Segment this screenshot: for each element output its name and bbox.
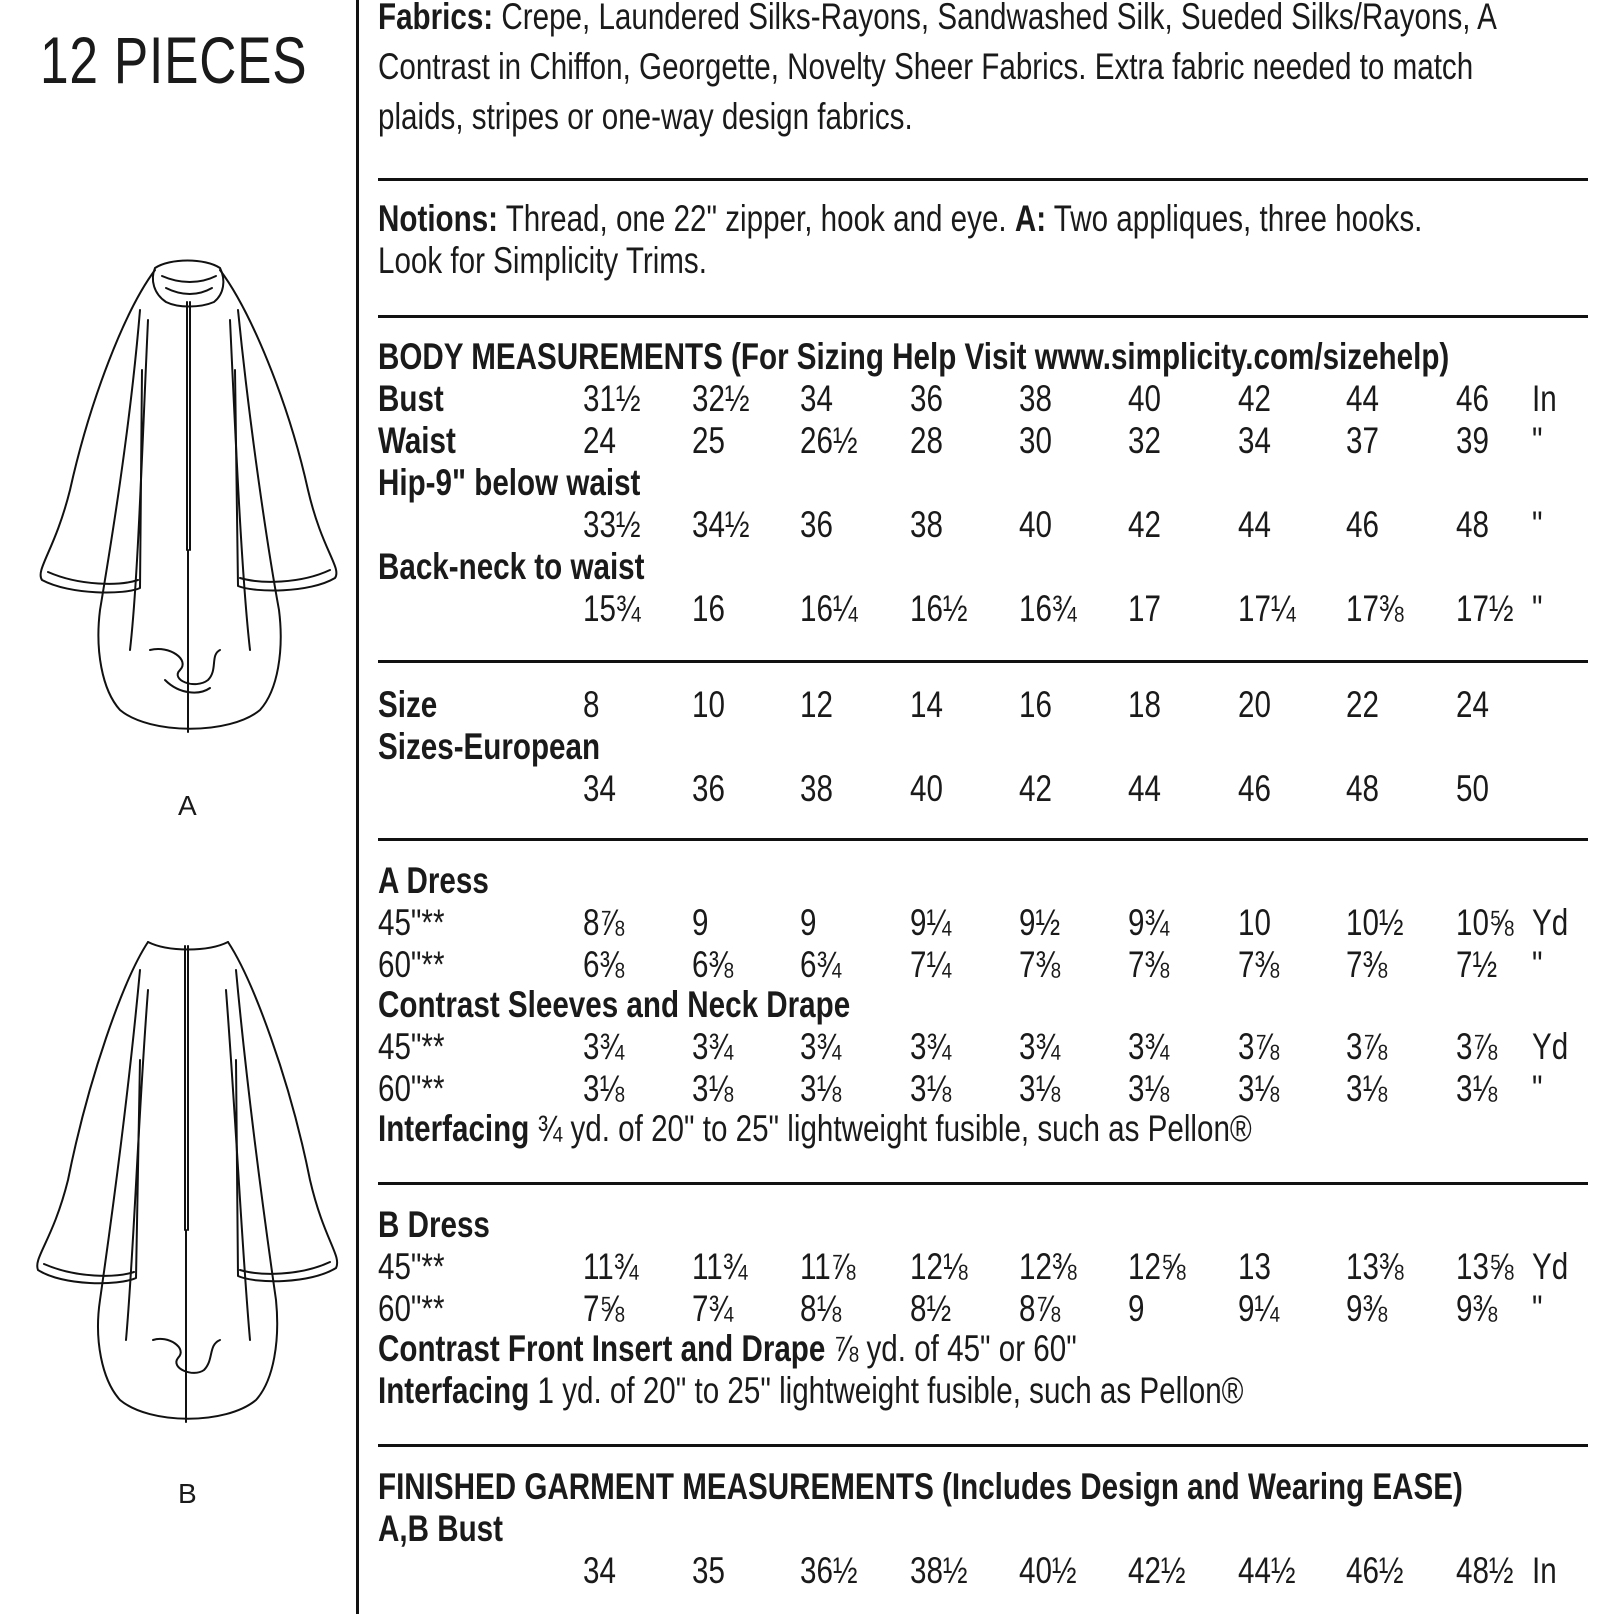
row-label: 60"**	[378, 1288, 445, 1329]
value-cell: 3⅛	[800, 1068, 842, 1109]
value-cell: 3⅛	[1238, 1068, 1280, 1109]
row-label: Size	[378, 684, 438, 725]
divider-rule	[378, 1182, 1588, 1185]
value-cell: 6⅜	[583, 944, 625, 985]
value-cell: 3⅛	[583, 1068, 625, 1109]
a-dress-header: A Dress	[378, 860, 489, 901]
value-cell: 3⅞	[1238, 1026, 1280, 1067]
pieces-count-title: 12 PIECES	[40, 23, 308, 97]
row-label: Sizes-European	[378, 726, 601, 767]
row-label: Waist	[378, 420, 456, 461]
value-cell: 15¾	[583, 588, 641, 629]
value-cell: 22	[1346, 684, 1379, 725]
measurement-row	[378, 1246, 1588, 1288]
value-cell: 3¾	[910, 1026, 952, 1067]
value-cell: 34	[800, 378, 833, 419]
value-cell: 46	[1456, 378, 1489, 419]
value-cell: 46	[1238, 768, 1271, 809]
row-label: Back-neck to waist	[378, 546, 645, 587]
row-label: Hip-9" below waist	[378, 462, 641, 503]
value-cell: 44	[1346, 378, 1379, 419]
value-cell: 36½	[800, 1550, 858, 1591]
value-cell: 42	[1128, 504, 1161, 545]
value-cell: 46	[1346, 504, 1379, 545]
a-interfacing-label: Interfacing	[378, 1108, 530, 1149]
fabrics-label: Fabrics:	[378, 0, 494, 37]
value-cell: 10	[692, 684, 725, 725]
value-cell: 24	[1456, 684, 1489, 725]
value-cell: 8	[583, 684, 600, 725]
fabrics-line-3: plaids, stripes or one-way design fabrics.	[378, 96, 913, 137]
value-cell: 38½	[910, 1550, 968, 1591]
value-cell: 7⅜	[1128, 944, 1170, 985]
value-cell: 9¾	[1128, 902, 1170, 943]
value-cell: 3¾	[800, 1026, 842, 1067]
value-cell: 38	[800, 768, 833, 809]
measurement-row	[378, 902, 1588, 944]
value-cell: 3⅞	[1456, 1026, 1498, 1067]
value-cell: 9¼	[910, 902, 952, 943]
divider-rule	[378, 178, 1588, 181]
value-cell: 39	[1456, 420, 1489, 461]
value-cell: 8⅛	[800, 1288, 842, 1329]
measurement-row	[378, 378, 1588, 420]
value-cell: 3⅛	[1019, 1068, 1061, 1109]
value-cell: 3¾	[1128, 1026, 1170, 1067]
unit-label: "	[1532, 1068, 1543, 1109]
notions-text: Thread, one 22" zipper, hook and eye.	[505, 198, 1007, 239]
value-cell: 8⅞	[583, 902, 625, 943]
divider-rule	[378, 660, 1588, 663]
value-cell: 12⅝	[1128, 1246, 1186, 1287]
value-cell: 42	[1238, 378, 1271, 419]
value-cell: 9⅜	[1456, 1288, 1498, 1329]
value-cell: 17⅜	[1346, 588, 1404, 629]
value-cell: 9⅜	[1346, 1288, 1388, 1329]
measurement-row	[378, 1068, 1588, 1110]
b-interfacing-label: Interfacing	[378, 1370, 530, 1411]
panel-divider	[356, 0, 359, 1614]
unit-label: Yd	[1532, 1246, 1569, 1287]
notions-line-2: Look for Simplicity Trims.	[378, 240, 707, 281]
value-cell: 12⅛	[910, 1246, 968, 1287]
value-cell: 26½	[800, 420, 858, 461]
value-cell: 3¾	[692, 1026, 734, 1067]
value-cell: 34½	[692, 504, 750, 545]
value-cell: 12	[800, 684, 833, 725]
value-cell: 14	[910, 684, 943, 725]
value-cell: 8⅞	[1019, 1288, 1061, 1329]
value-cell: 17	[1128, 588, 1161, 629]
fabrics-line-1: Crepe, Laundered Silks-Rayons, Sandwashed Silk, Sueded Silks/Rayons, A	[501, 0, 1497, 37]
value-cell: 7⅜	[1019, 944, 1061, 985]
value-cell: 16	[1019, 684, 1052, 725]
notions-label: Notions:	[378, 198, 499, 239]
value-cell: 9¼	[1238, 1288, 1280, 1329]
unit-label: "	[1532, 588, 1543, 629]
view-a-illustration	[30, 250, 350, 770]
measurement-row	[378, 462, 1588, 546]
value-cell: 10	[1238, 902, 1271, 943]
value-cell: 40	[1019, 504, 1052, 545]
view-a-label: A	[178, 790, 197, 821]
value-cell: 16¼	[800, 588, 858, 629]
measurement-row	[378, 944, 1588, 986]
value-cell: 50	[1456, 768, 1489, 809]
value-cell: 40	[1128, 378, 1161, 419]
row-label: 60"**	[378, 1068, 445, 1109]
a-interfacing	[378, 1108, 1252, 1150]
value-cell: 40	[910, 768, 943, 809]
divider-rule	[378, 315, 1588, 318]
value-cell: 17¼	[1238, 588, 1296, 629]
value-cell: 36	[692, 768, 725, 809]
b-interfacing	[378, 1370, 1243, 1412]
value-cell: 7½	[1456, 944, 1498, 985]
unit-label: Yd	[1532, 1026, 1569, 1067]
value-cell: 11¾	[692, 1246, 748, 1287]
b-contrast-label: Contrast Front Insert and Drape	[378, 1328, 826, 1369]
value-cell: 13⅜	[1346, 1246, 1404, 1287]
value-cell: 10⅝	[1456, 902, 1514, 943]
value-cell: 32	[1128, 420, 1161, 461]
unit-label: "	[1532, 944, 1543, 985]
value-cell: 3⅛	[692, 1068, 734, 1109]
value-cell: 9	[1128, 1288, 1145, 1329]
value-cell: 28	[910, 420, 943, 461]
value-cell: 32½	[692, 378, 750, 419]
value-cell: 25	[692, 420, 725, 461]
value-cell: 6⅜	[692, 944, 734, 985]
value-cell: 31½	[583, 378, 641, 419]
value-cell: 9	[692, 902, 709, 943]
unit-label: In	[1532, 1550, 1557, 1591]
unit-label: "	[1532, 1288, 1543, 1329]
finished-row-label: A,B Bust	[378, 1508, 503, 1549]
measurement-row	[378, 546, 1588, 630]
value-cell: 16½	[910, 588, 968, 629]
notions-a-text: Two appliques, three hooks.	[1053, 198, 1423, 239]
value-cell: 44	[1238, 504, 1271, 545]
value-cell: 42½	[1128, 1550, 1186, 1591]
value-cell: 46½	[1346, 1550, 1404, 1591]
value-cell: 44	[1128, 768, 1161, 809]
unit-label: "	[1532, 420, 1543, 461]
b-contrast-text: ⅞ yd. of 45" or 60"	[833, 1328, 1077, 1369]
value-cell: 33½	[583, 504, 641, 545]
value-cell: 38	[910, 504, 943, 545]
value-cell: 38	[1019, 378, 1052, 419]
value-cell: 48	[1346, 768, 1379, 809]
row-label: 45"**	[378, 1026, 445, 1067]
unit-label: "	[1532, 504, 1543, 545]
value-cell: 48½	[1456, 1550, 1514, 1591]
a-contrast-header: Contrast Sleeves and Neck Drape	[378, 984, 851, 1025]
measurement-row	[378, 1550, 1588, 1592]
value-cell: 3¾	[1019, 1026, 1061, 1067]
value-cell: 3¾	[583, 1026, 625, 1067]
fabrics-section	[378, 0, 1614, 142]
value-cell: 44½	[1238, 1550, 1296, 1591]
value-cell: 42	[1019, 768, 1052, 809]
value-cell: 12⅜	[1019, 1246, 1077, 1287]
value-cell: 16¾	[1019, 588, 1077, 629]
value-cell: 3⅛	[910, 1068, 952, 1109]
value-cell: 35	[692, 1550, 725, 1591]
value-cell: 9	[800, 902, 817, 943]
value-cell: 7¾	[692, 1288, 734, 1329]
value-cell: 24	[583, 420, 616, 461]
b-dress-header: B Dress	[378, 1204, 490, 1245]
value-cell: 34	[583, 1550, 616, 1591]
fabrics-line-2: Contrast in Chiffon, Georgette, Novelty Sheer Fabrics. Extra fabric needed to match	[378, 46, 1474, 87]
measurement-row	[378, 1288, 1588, 1330]
view-b-label: B	[178, 1478, 197, 1509]
row-label: 45"**	[378, 1246, 445, 1287]
b-interfacing-text: 1 yd. of 20" to 25" lightweight fusible, such as Pellon®	[537, 1370, 1244, 1411]
view-b-illustration	[28, 930, 348, 1440]
value-cell: 3⅛	[1346, 1068, 1388, 1109]
value-cell: 11⅞	[800, 1246, 856, 1287]
value-cell: 34	[1238, 420, 1271, 461]
measurement-row	[378, 684, 1588, 726]
value-cell: 13	[1238, 1246, 1271, 1287]
b-contrast	[378, 1328, 1077, 1370]
unit-label: In	[1532, 378, 1557, 419]
a-interfacing-text: ¾ yd. of 20" to 25" lightweight fusible, such as Pellon®	[537, 1108, 1252, 1149]
notions-section	[378, 198, 1614, 286]
value-cell: 18	[1128, 684, 1161, 725]
value-cell: 16	[692, 588, 725, 629]
notions-a-label: A:	[1014, 198, 1047, 239]
row-label: 60"**	[378, 944, 445, 985]
row-label: Bust	[378, 378, 444, 419]
value-cell: 7⅜	[1238, 944, 1280, 985]
value-cell: 36	[910, 378, 943, 419]
value-cell: 20	[1238, 684, 1271, 725]
value-cell: 8½	[910, 1288, 952, 1329]
value-cell: 34	[583, 768, 616, 809]
divider-rule	[378, 838, 1588, 841]
value-cell: 37	[1346, 420, 1379, 461]
body-measurements-header: BODY MEASUREMENTS (For Sizing Help Visit www.simplicity.com/sizehelp)	[378, 336, 1450, 377]
value-cell: 3⅞	[1346, 1026, 1388, 1067]
value-cell: 36	[800, 504, 833, 545]
measurement-row	[378, 1026, 1588, 1068]
value-cell: 13⅝	[1456, 1246, 1514, 1287]
measurement-row	[378, 420, 1588, 462]
measurement-row	[378, 726, 1588, 810]
value-cell: 3⅛	[1456, 1068, 1498, 1109]
value-cell: 48	[1456, 504, 1489, 545]
row-label: 45"**	[378, 902, 445, 943]
unit-label: Yd	[1532, 902, 1569, 943]
value-cell: 7⅜	[1346, 944, 1388, 985]
value-cell: 7⅝	[583, 1288, 625, 1329]
value-cell: 11¾	[583, 1246, 639, 1287]
value-cell: 7¼	[910, 944, 952, 985]
value-cell: 17½	[1456, 588, 1514, 629]
value-cell: 10½	[1346, 902, 1404, 943]
finished-measurements-header: FINISHED GARMENT MEASUREMENTS (Includes Design and Wearing EASE)	[378, 1466, 1463, 1507]
divider-rule	[378, 1444, 1588, 1447]
value-cell: 30	[1019, 420, 1052, 461]
value-cell: 40½	[1019, 1550, 1077, 1591]
value-cell: 9½	[1019, 902, 1061, 943]
value-cell: 3⅛	[1128, 1068, 1170, 1109]
value-cell: 6¾	[800, 944, 842, 985]
